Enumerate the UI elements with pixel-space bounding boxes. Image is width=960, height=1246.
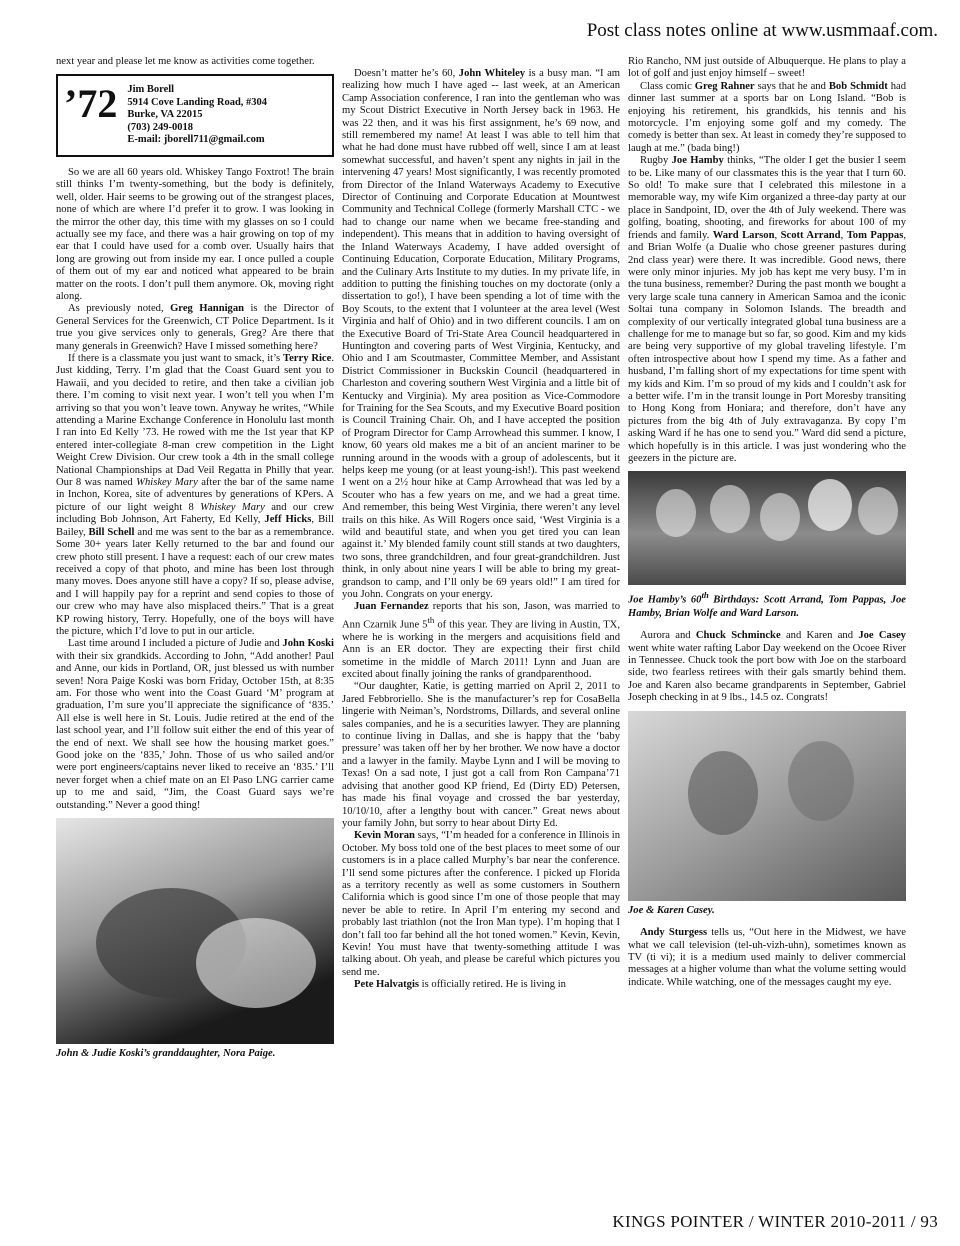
class-secretary-contact xyxy=(127,84,267,147)
column-3 xyxy=(628,56,906,989)
paragraph: If there is a classmate you just want to smack, it’s Terry Rice. Just kidding, Terry. I’m glad that the Coast Guard sent you to Hawaii, and you decided to retire, and then take a civilian job there. I’m coming to visit next year. I won’t tell you when I’m arriving so that you won’t leave town. Anyway he writes, “While attending a Marine Exchange Conference in Honolulu last month I ran into Ed Kelly ’73. He rowed with me the 1st year that KP entered inter-collegiate 8-man crew competition in the Light Weight Crew Division. Our crew took a 4th in the small college National Championships at Dad Veil Regatta in Philly that year. Our 8 was named Whiskey Mary after the bar of the same name in Inchon, Korea, site of adventures by generations of KPers. A picture of our light weight 8 Whiskey Mary and our crew including Bob Johnson, Art Faherty, Ed Kelly, Jeff Hicks, Bill Bailey, Bill Schell and me was sent to the bar as a remembrance. Some 30+ years later Kelly returned to the bar and found our crew photo still present. I have a request: each of our crew mates received a copy of that photo, and mine has been lost through many moves. Does anyone still have a copy? If so, please advise, and I will happily pay for a reprint and send copies to those of our crew who may have also misplaced theirs.” That is a great KP rowing history, Terry. Hopefully, one of the boys will have the picture, which I’d love to put in our article. xyxy=(56,353,335,637)
photo-caption: Joe & Karen Casey. xyxy=(628,904,715,916)
photo-caption: John & Judie Koski’s granddaughter, Nora Paige. xyxy=(56,1048,276,1060)
paragraph: Rugby Joe Hamby thinks, “The older I get the busier I seem to be. Like many of our classmates this is the year that I turn 60. So old! To make sure that I celebrated this milestone in a memorable way, my wife Kim organized a three-day party at our place in Sandpoint, ID, over the 4th of July weekend. There was golfing, boating, shooting, and fireworks for about 100 of my friends and family. Ward Larson, Scott Arrand, Tom Pappas, and Brian Wolfe (a Dualie who chose greener pastures during 2nd class year) were there. It was incredible. Good news, there were only minor injuries. My job has kept me very busy. I’m in the tuna business, remember? During the past month we bought a very large scale tuna cannery in American Samoa and the iconic Soltai tuna company in Solomon Islands. The breadth and complexity of our vertically integrated global tuna business are a challenge for me to manage but so far, so good. Kim and my kids are being very supportive of my global traveling lifestyle. I’m often introspective about how I spend my time. As a father and husband, I’m falling short of my expectations for time spent with my kids and Kim. I’m so proud of my kids and I couldn’t ask for a better wife. I’m in the transit lounge in Port Moresby transiting to Hong Kong from Honiara; and therefore, don’t have any pictures from the big 4th of July extravaganza. By copy I’m asking Ward if he has one to send you.” Ward did send a picture, which hopefully is in this article. I was just wondering who the geezers in the picture are. xyxy=(628,155,907,464)
column-2 xyxy=(342,68,620,992)
paragraph: Andy Sturgess tells us, “Out here in the Midwest, we have what we call television (tel-uh-vizh-uhn), sometimes known as TV (ti vi); it is a medium used mainly to deliver commercial messages at a higher volume than what the volume setting would indicate. While watching, one of the messages caught my eye. xyxy=(628,927,906,988)
paragraph: Pete Halvatgis is officially retired. He is living in xyxy=(354,979,566,991)
paragraph: “Our daughter, Katie, is getting married on April 2, 2011 to Jared Febbroriello. She is the manufacturer’s rep for CosaBella lingerie with Neiman’s, Nordstroms, Dillards, and several online sales companies, and he is a securities lawyer. They are planning to continue living in Dallas, and she is happy that the ‘baby pressure’ was taken off her by her brother. We now have a doctor and a lawyer in the family. Maybe Lynn and I will be moving to Texas! On a sad note, I just got a call from Ron Campana’71 advising that another good KP friend, Ed (Dirty ED) Petersen, has made his final voyage and crossed the bar yesterday, 10/10/10, after a lengthy bout with cancer.” Great news about your family John, but sorry to hear about Dirty Ed. xyxy=(342,681,620,829)
class-year: ’72 xyxy=(64,81,118,127)
class-contact-box xyxy=(56,74,334,157)
photo-caption: Joe Hamby’s 60th Birthdays: Scott Arrand, Tom Pappas, Joe Hamby, Brian Wolfe and Ward Larson. xyxy=(628,590,906,619)
group-photo xyxy=(628,471,906,585)
page-footer: KINGS POINTER / WINTER 2010-2011 / 93 xyxy=(612,1212,938,1231)
paragraph: Aurora and Chuck Schmincke and Karen and Joe Casey went white water rafting Labor Day weekend on the Ocoee River in Tennessee. Chuck took the port bow with Joe on the starboard side, two fearless retirees with their gals smartly behind them. Joe and Karen also became grandparents in September, Gabriel Joseph checking in at 9 lbs., 14.5 oz. Congrats! xyxy=(628,630,906,704)
contact-city: Burke, VA 22015 xyxy=(127,109,203,121)
paragraph: Last time around I included a picture of Judie and John Koski with their six grandkids. According to John, “Add another! Paul and Anne, our kids in Portland, OR, just blessed us with number seven! Nora Paige Koski was born Friday, October 15th, at 8:35 am. For those who went into the Coast Guard ‘M’ program at graduation, I’m sure you’ll appreciate the significance of ‘835.’ All else is well here in St. Louis. Judie retired at the end of the last school year, and I’ll follow suit either the end of this year of the end of next. We shall see how the housing market goes.” Good joke on the ‘835,’ John. Those of us who sailed and/or were port engineers/captains never liked to receive an ‘835.’ I’ll never forget when a chief mate on an El Paso LNG carrier came up to me and said, “Jim, the Coast Guard says we’re outstanding.” Never a good thing! xyxy=(56,638,334,811)
paragraph: So we are all 60 years old. Whiskey Tango Foxtrot! The brain still thinks I’m twenty-something, but the body is definitely, well, older. Hair seems to be growing out of the strangest places, none of which are where I’d prefer it to grow. I was looking in the mirror the other day, this time with my glasses on so I could actually see my face, and there was a hair growing on top of my ear that I could have used for a comb over. Usually hairs that long are growing out from inside my ear. I once pulled a couple of them out of my ear and noticed what appeared to be brain matter on the roots. I don’t pull them anymore. Ok, moving right along. xyxy=(56,166,334,302)
couple-photo xyxy=(628,711,906,901)
header-note: Post class notes online at www.usmmaaf.com. xyxy=(586,20,938,41)
contact-address: 5914 Cove Landing Road, #304 xyxy=(127,96,268,108)
contact-name: Jim Borell xyxy=(127,84,175,96)
paragraph: Juan Fernandez reports that his son, Jason, was married to Ann Czarnik June 5th of this year. They are living in Austin, TX, where he is working in the mergers and acquisitions field and Ann is an ER doctor. They are expecting their first child sometime in the middle of March 2011! Lynn and Juan are excited about finally joining the ranks of grandparenthood. xyxy=(342,601,620,681)
baby-photo xyxy=(56,818,334,1044)
paragraph: Kevin Moran says, “I’m headed for a conference in Illinois in October. My boss told one of the best places to meet some of our customers is in a place called Murphy’s bar near the conference. I’ll send some pictures after the conference. I picked up Florida as a territory recently as well as some customers in Southern California which is good since I’m one of those people that may never be able to retire. In April I’m entering my second and probably last triathlon (not the Iron Man type). I’m hoping that I don’t fall too far behind all the hot toned women.” Kevin, Kevin, Kevin! You must have that twenty-something attitude I was talking about. Oh yeah, and please be careful which pictures you send me. xyxy=(342,830,620,978)
paragraph: Class comic Greg Rahner says that he and Bob Schmidt had dinner last summer at a sports bar on Long Island. “Bob is enjoying his retirement, his grandkids, his tennis and his motorcycle. I’m enjoying some golf and my comedy. The comedy is better than sex. At least in comedy they’re supposed to laugh at me.” (bada bing!) xyxy=(628,80,907,154)
paragraph: Doesn’t matter he’s 60, John Whiteley is a busy man. “I am realizing how much I have aged -- last week, at an American Camp Association conference, I ran into the gentleman who was my Scout District Executive in North Jersey back in 1963. He was 22 then, and it was his first assignment, he’s 69 now, and still remembered my name! At least I was able to tell him that what he had done must have rubbed off well, since I am at least somewhat successful, and haven’t spent any nights in jail in the intervening 47 years! Most significantly, I was recently promoted from Director of the Inland Waterways Academy to Executive Director of Continuing and Corporate Education at Mountwest Community and Technical College (formerly Marshall CTC - we had to change our name when we became free-standing and independent). This means that in addition to having oversight of the Inland Waterways Academy, I have added oversight of Continuing Education, Corporate Education, Military Programs, and the Culinary Arts Institute to my duties. In my private life, in addition to putting the finishing touches on my doctorate (only a dissertation to go!), I have been spending a lot of time with the Boy Scouts, to the extent that I volunteer at the area level (West Virginia and half of Ohio) and in two different councils. I am on the Executive Board of Tri-State Area Council headquartered in Huntington and covering parts of West Virginia, Kentucky, and Ohio and I am Scoutmaster, Committee Member, and Assistant District Commissioner in Buckskin Council (headquartered in Charleston and covering southern West Virginia and a little bit of Kentucky and Virginia). My area position as Vice-Commodore for Training for the Sea Scouts, and my Executive Board position is Council Training Chair. Oh, and I have accepted the position of Program Director for Camp Arrowhead this summer. I know, I know, 60 years old makes me a bit of an ancient mariner to be running around in the woods with a group of adolescents, but it helps keep me young (or at least young-ish!). This past weekend I went on a 2½ hour hike at Camp Arrowhead that was led by a Scouter who has a few years on me, and we had a great time. And remember, this being West Virginia, there weren’t any level trails on this hike. As Will Rogers once said, ‘West Virginia is a wild and beautiful state, and when you get tired you can lean against it.’ My blended family count still stands at two daughters, two sons, three grandchildren, and four great-grandchildren. Just think, in only about nine years I will be able to bring my great-grandson to camp, and I’ll only be 69 years old!” I am tired for you John. Congrats on your energy. xyxy=(342,68,621,601)
contact-phone: (703) 249-0018 xyxy=(127,121,193,133)
paragraph: As previously noted, Greg Hannigan is the Director of General Services for the Greenwich, CT Police Department. Is it true you give services only to generals, Greg? Are there that many generals in Greenwich? Have I missed something here? xyxy=(56,303,334,352)
contact-email[interactable]: E-mail: jborell711@gmail.com xyxy=(127,134,265,146)
lead-text: Rio Rancho, NM just outside of Albuquerque. He plans to play a lot of golf and just enjoy himself – sweet! xyxy=(628,56,906,80)
column-1 xyxy=(56,56,334,1071)
lead-text: next year and please let me know as activities come together. xyxy=(56,56,315,67)
